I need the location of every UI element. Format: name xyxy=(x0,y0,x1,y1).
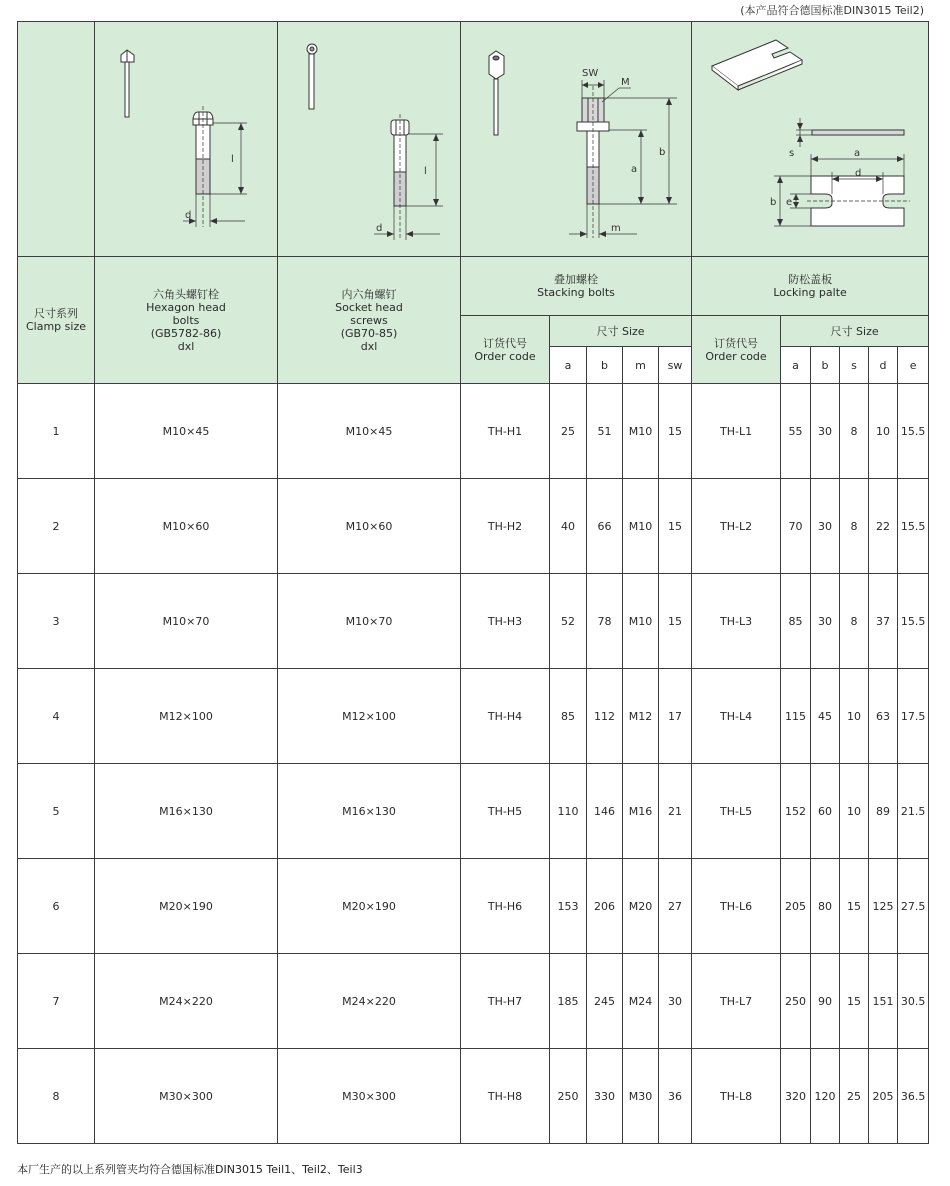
lock-col-a: a xyxy=(781,347,811,384)
stack-m-cell: M16 xyxy=(623,764,659,859)
stack-sw-cell: 36 xyxy=(659,1049,692,1144)
stack-sw-cell: 30 xyxy=(659,954,692,1049)
socket-screw-header xyxy=(278,257,461,384)
lock-s-cell: 15 xyxy=(840,859,869,954)
lock-e-cell: 36.5 xyxy=(898,1049,929,1144)
table-row xyxy=(18,574,929,669)
lock-a-cell: 115 xyxy=(781,669,811,764)
lock-size-header: 尺寸 Size xyxy=(781,316,929,347)
clamp-size-header xyxy=(18,257,95,384)
socket-screw-drawing-cell xyxy=(278,22,461,257)
stack-order-code-cell: TH-H2 xyxy=(461,479,550,574)
table-row xyxy=(18,764,929,859)
lock-a-cell: 70 xyxy=(781,479,811,574)
stack-order-code-cell: TH-H5 xyxy=(461,764,550,859)
stack-b-cell: 245 xyxy=(587,954,623,1049)
stack-a-cell: 250 xyxy=(550,1049,587,1144)
lock-order-code-cell: TH-L1 xyxy=(692,384,781,479)
hex-bolt-drawing-cell xyxy=(95,22,278,257)
lock-b-cell: 120 xyxy=(811,1049,840,1144)
stack-b-cell: 330 xyxy=(587,1049,623,1144)
stacking-bolts-cn: 叠加螺栓 xyxy=(554,273,599,286)
hex-bolt-cell: M20×190 xyxy=(95,859,278,954)
stack-a-cell: 185 xyxy=(550,954,587,1049)
socket-screw-en2: screws xyxy=(350,313,388,327)
hex-bolt-dim: dxl xyxy=(177,339,195,353)
clamp-size-cell: 8 xyxy=(18,1049,95,1144)
lock-d-cell: 89 xyxy=(869,764,898,859)
clamp-size-cell: 3 xyxy=(18,574,95,669)
socket-screw-cell: M16×130 xyxy=(278,764,461,859)
socket-screw-dim: dxl xyxy=(360,339,378,353)
lock-s-cell: 8 xyxy=(840,574,869,669)
stack-b-cell: 112 xyxy=(587,669,623,764)
stack-m-cell: M30 xyxy=(623,1049,659,1144)
stack-a-cell: 40 xyxy=(550,479,587,574)
stack-b-cell: 146 xyxy=(587,764,623,859)
lock-order-cn: 订货代号 xyxy=(714,336,759,350)
stack-order-en: Order code xyxy=(474,349,536,363)
table-row xyxy=(18,384,929,479)
hex-bolt-en2: bolts xyxy=(172,313,200,327)
stack-size-header: 尺寸 Size xyxy=(550,316,692,347)
lock-b-label: b xyxy=(770,197,777,208)
lock-b-cell: 30 xyxy=(811,384,840,479)
lock-s-cell: 8 xyxy=(840,479,869,574)
lock-b-cell: 80 xyxy=(811,859,840,954)
socket-l-label: l xyxy=(424,166,427,177)
stack-m-cell: M20 xyxy=(623,859,659,954)
stack-order-code-cell: TH-H7 xyxy=(461,954,550,1049)
stack-sw-cell: 15 xyxy=(659,574,692,669)
socket-screw-std: (GB70-85) xyxy=(340,326,398,340)
lock-a-label: a xyxy=(854,148,861,159)
lock-b-cell: 30 xyxy=(811,479,840,574)
stack-a-cell: 153 xyxy=(550,859,587,954)
lock-e-cell: 21.5 xyxy=(898,764,929,859)
stack-order-code-cell: TH-H1 xyxy=(461,384,550,479)
locking-plate-drawing-cell xyxy=(692,22,929,257)
footer-note: 本厂生产的以上系列管夹均符合德国标准DIN3015 Teil1、Teil2、Teil3 xyxy=(17,1163,363,1176)
header-row-1 xyxy=(18,257,929,316)
drawing-row xyxy=(18,22,929,257)
lock-s-cell: 25 xyxy=(840,1049,869,1144)
lock-e-cell: 27.5 xyxy=(898,859,929,954)
stack-m-cell: M12 xyxy=(623,669,659,764)
socket-screw-cell: M30×300 xyxy=(278,1049,461,1144)
table-row xyxy=(18,1049,929,1144)
standard-note: (本产品符合德国标准DIN3015 Teil2) xyxy=(740,4,924,17)
stacking-bolt-drawing xyxy=(461,22,692,256)
drawing-blank-cell xyxy=(18,22,95,257)
stack-sw-cell: 27 xyxy=(659,859,692,954)
stack-mtop-label: M xyxy=(621,77,630,88)
clamp-size-cn: 尺寸系列 xyxy=(34,307,78,320)
stack-m-cell: M24 xyxy=(623,954,659,1049)
stack-b-cell: 66 xyxy=(587,479,623,574)
lock-s-cell: 8 xyxy=(840,384,869,479)
lock-a-cell: 152 xyxy=(781,764,811,859)
stack-order-code-header xyxy=(461,316,550,384)
stacking-bolts-header xyxy=(461,257,692,316)
locking-plate-cn: 防松盖板 xyxy=(788,273,833,286)
hex-bolt-cell: M10×60 xyxy=(95,479,278,574)
socket-screw-cell: M10×60 xyxy=(278,479,461,574)
lock-e-cell: 15.5 xyxy=(898,384,929,479)
hex-bolt-en1: Hexagon head xyxy=(146,300,226,314)
lock-a-cell: 205 xyxy=(781,859,811,954)
socket-screw-cell: M24×220 xyxy=(278,954,461,1049)
lock-a-cell: 55 xyxy=(781,384,811,479)
hex-bolt-std: (GB5782-86) xyxy=(150,326,222,340)
stack-sw-cell: 15 xyxy=(659,384,692,479)
clamp-size-cell: 2 xyxy=(18,479,95,574)
lock-col-d: d xyxy=(869,347,898,384)
table-row xyxy=(18,479,929,574)
lock-b-cell: 30 xyxy=(811,574,840,669)
lock-e-cell: 15.5 xyxy=(898,574,929,669)
clamp-size-cell: 5 xyxy=(18,764,95,859)
hex-bolt-cn: 六角头螺钉栓 xyxy=(153,287,219,301)
lock-order-code-cell: TH-L8 xyxy=(692,1049,781,1144)
lock-d-cell: 22 xyxy=(869,479,898,574)
hex-l-label: l xyxy=(231,154,234,165)
socket-d-label: d xyxy=(376,223,383,234)
stacking-bolt-drawing-cell xyxy=(461,22,692,257)
stack-a-cell: 85 xyxy=(550,669,587,764)
lock-order-code-cell: TH-L6 xyxy=(692,859,781,954)
stack-a-label: a xyxy=(631,164,638,175)
table-row xyxy=(18,954,929,1049)
lock-order-code-cell: TH-L5 xyxy=(692,764,781,859)
stack-order-cn: 订货代号 xyxy=(483,336,527,350)
lock-col-b: b xyxy=(811,347,840,384)
stack-sw-label: SW xyxy=(582,68,599,79)
socket-screw-cell: M20×190 xyxy=(278,859,461,954)
lock-order-code-cell: TH-L4 xyxy=(692,669,781,764)
lock-d-cell: 37 xyxy=(869,574,898,669)
stacking-bolts-en: Stacking bolts xyxy=(537,286,615,299)
lock-e-cell: 15.5 xyxy=(898,479,929,574)
locking-plate-header xyxy=(692,257,929,316)
clamp-size-cell: 1 xyxy=(18,384,95,479)
lock-e-cell: 17.5 xyxy=(898,669,929,764)
lock-s-label: s xyxy=(789,148,795,159)
stack-order-code-cell: TH-H4 xyxy=(461,669,550,764)
hex-bolt-drawing xyxy=(95,22,278,256)
stack-order-code-cell: TH-H3 xyxy=(461,574,550,669)
table-row xyxy=(18,669,929,764)
socket-screw-drawing xyxy=(278,22,461,256)
locking-plate-drawing xyxy=(692,22,929,256)
stack-col-sw: sw xyxy=(659,347,692,384)
stack-order-code-cell: TH-H8 xyxy=(461,1049,550,1144)
lock-b-cell: 60 xyxy=(811,764,840,859)
stack-sw-cell: 17 xyxy=(659,669,692,764)
hex-bolt-cell: M10×70 xyxy=(95,574,278,669)
socket-screw-cell: M12×100 xyxy=(278,669,461,764)
lock-s-cell: 15 xyxy=(840,954,869,1049)
lock-a-cell: 320 xyxy=(781,1049,811,1144)
hex-bolt-header xyxy=(95,257,278,384)
lock-e-cell: 30.5 xyxy=(898,954,929,1049)
stack-m-cell: M10 xyxy=(623,384,659,479)
stack-sw-cell: 21 xyxy=(659,764,692,859)
clamp-size-en: Clamp size xyxy=(25,320,86,333)
stack-order-code-cell: TH-H6 xyxy=(461,859,550,954)
lock-col-s: s xyxy=(840,347,869,384)
stack-col-m: m xyxy=(623,347,659,384)
stack-b-label: b xyxy=(659,147,666,158)
locking-plate-en: Locking palte xyxy=(773,286,847,299)
hex-bolt-cell: M12×100 xyxy=(95,669,278,764)
clamp-size-cell: 7 xyxy=(18,954,95,1049)
stack-m-label: m xyxy=(611,223,621,234)
stack-a-cell: 25 xyxy=(550,384,587,479)
hex-bolt-cell: M24×220 xyxy=(95,954,278,1049)
table-row xyxy=(18,859,929,954)
lock-d-cell: 151 xyxy=(869,954,898,1049)
stack-sw-cell: 15 xyxy=(659,479,692,574)
stack-col-b: b xyxy=(587,347,623,384)
lock-b-cell: 90 xyxy=(811,954,840,1049)
lock-a-cell: 85 xyxy=(781,574,811,669)
socket-screw-en1: Socket head xyxy=(335,300,403,314)
clamp-size-cell: 6 xyxy=(18,859,95,954)
lock-e-label: e xyxy=(786,197,793,208)
lock-s-cell: 10 xyxy=(840,669,869,764)
stack-b-cell: 206 xyxy=(587,859,623,954)
lock-b-cell: 45 xyxy=(811,669,840,764)
hex-bolt-cell: M16×130 xyxy=(95,764,278,859)
stack-a-cell: 52 xyxy=(550,574,587,669)
lock-d-label: d xyxy=(855,168,862,179)
clamp-size-cell: 4 xyxy=(18,669,95,764)
lock-a-cell: 250 xyxy=(781,954,811,1049)
stack-m-cell: M10 xyxy=(623,479,659,574)
stack-m-cell: M10 xyxy=(623,574,659,669)
hex-d-label: d xyxy=(185,210,192,221)
lock-d-cell: 63 xyxy=(869,669,898,764)
socket-screw-cell: M10×70 xyxy=(278,574,461,669)
lock-col-e: e xyxy=(898,347,929,384)
hex-bolt-cell: M10×45 xyxy=(95,384,278,479)
hex-bolt-cell: M30×300 xyxy=(95,1049,278,1144)
lock-order-en: Order code xyxy=(705,349,767,363)
lock-d-cell: 10 xyxy=(869,384,898,479)
lock-s-cell: 10 xyxy=(840,764,869,859)
lock-d-cell: 125 xyxy=(869,859,898,954)
lock-d-cell: 205 xyxy=(869,1049,898,1144)
stack-col-a: a xyxy=(550,347,587,384)
stack-b-cell: 51 xyxy=(587,384,623,479)
lock-order-code-cell: TH-L3 xyxy=(692,574,781,669)
socket-screw-cn: 内六角螺钉 xyxy=(341,287,397,301)
stack-b-cell: 78 xyxy=(587,574,623,669)
lock-order-code-cell: TH-L7 xyxy=(692,954,781,1049)
stack-a-cell: 110 xyxy=(550,764,587,859)
socket-screw-cell: M10×45 xyxy=(278,384,461,479)
lock-order-code-header xyxy=(692,316,781,384)
lock-order-code-cell: TH-L2 xyxy=(692,479,781,574)
spec-table xyxy=(17,21,929,1144)
